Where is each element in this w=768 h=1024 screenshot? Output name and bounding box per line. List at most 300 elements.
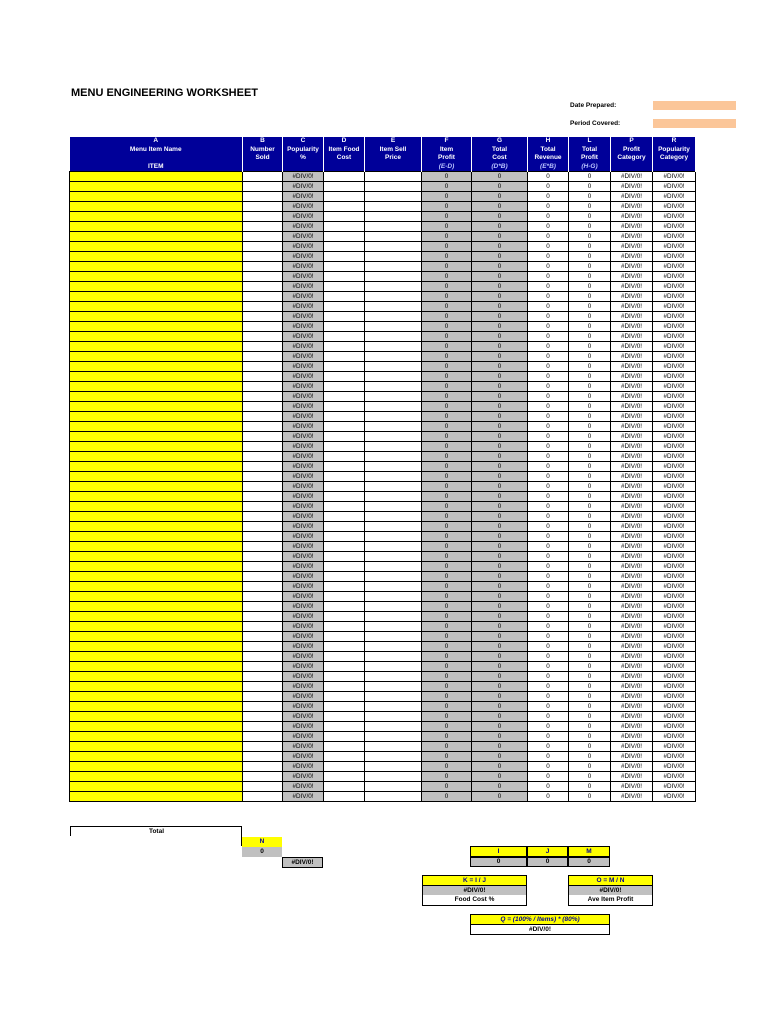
menu-item-name-cell[interactable] — [70, 742, 243, 752]
number-sold-cell[interactable] — [243, 622, 283, 632]
number-sold-cell[interactable] — [243, 612, 283, 622]
item-sell-price-cell[interactable] — [365, 522, 422, 532]
number-sold-cell[interactable] — [243, 792, 283, 802]
item-sell-price-cell[interactable] — [365, 722, 422, 732]
number-sold-cell[interactable] — [243, 432, 283, 442]
item-food-cost-cell[interactable] — [324, 492, 365, 502]
item-profit-cell: 0 — [422, 702, 472, 712]
menu-item-name-cell[interactable] — [70, 422, 243, 432]
menu-item-name-cell[interactable] — [70, 552, 243, 562]
item-profit-cell: 0 — [422, 462, 472, 472]
number-sold-cell[interactable] — [243, 772, 283, 782]
item-sell-price-cell[interactable] — [365, 512, 422, 522]
table-row — [70, 282, 696, 292]
total-profit-cell: 0 — [569, 722, 611, 732]
menu-item-name-cell[interactable] — [70, 502, 243, 512]
item-sell-price-cell[interactable] — [365, 572, 422, 582]
menu-item-name-cell[interactable] — [70, 242, 243, 252]
number-sold-cell[interactable] — [243, 372, 283, 382]
profit-category-cell: #DIV/0! — [611, 362, 653, 372]
item-food-cost-cell[interactable] — [324, 312, 365, 322]
item-sell-price-cell[interactable] — [365, 392, 422, 402]
number-sold-cell[interactable] — [243, 182, 283, 192]
item-sell-price-cell[interactable] — [365, 752, 422, 762]
menu-item-name-cell[interactable] — [70, 212, 243, 222]
total-cost-cell: 0 — [472, 382, 528, 392]
total-revenue-cell: 0 — [528, 242, 569, 252]
item-sell-price-cell[interactable] — [365, 452, 422, 462]
item-sell-price-cell[interactable] — [365, 472, 422, 482]
popularity-cell: #DIV/0! — [283, 392, 324, 402]
total-revenue-cell: 0 — [528, 602, 569, 612]
item-sell-price-cell[interactable] — [365, 242, 422, 252]
item-food-cost-cell[interactable] — [324, 252, 365, 262]
menu-item-name-cell[interactable] — [70, 512, 243, 522]
number-sold-cell[interactable] — [243, 682, 283, 692]
item-food-cost-cell[interactable] — [324, 372, 365, 382]
menu-item-name-cell[interactable] — [70, 492, 243, 502]
number-sold-cell[interactable] — [243, 762, 283, 772]
item-sell-price-cell[interactable] — [365, 322, 422, 332]
number-sold-cell[interactable] — [243, 592, 283, 602]
item-food-cost-cell[interactable] — [324, 332, 365, 342]
item-food-cost-cell[interactable] — [324, 592, 365, 602]
menu-item-name-cell[interactable] — [70, 172, 243, 182]
item-sell-price-cell[interactable] — [365, 192, 422, 202]
item-food-cost-cell[interactable] — [324, 282, 365, 292]
item-food-cost-cell[interactable] — [324, 502, 365, 512]
k-formula-label: K = I / J — [422, 875, 527, 886]
item-sell-price-cell[interactable] — [365, 762, 422, 772]
item-food-cost-cell[interactable] — [324, 712, 365, 722]
menu-item-name-cell[interactable] — [70, 202, 243, 212]
item-sell-price-cell[interactable] — [365, 502, 422, 512]
item-sell-price-cell[interactable] — [365, 772, 422, 782]
item-food-cost-cell[interactable] — [324, 602, 365, 612]
item-food-cost-cell[interactable] — [324, 672, 365, 682]
item-food-cost-cell[interactable] — [324, 532, 365, 542]
item-profit-cell: 0 — [422, 442, 472, 452]
menu-item-name-cell[interactable] — [70, 352, 243, 362]
item-sell-price-cell[interactable] — [365, 432, 422, 442]
number-sold-cell[interactable] — [243, 252, 283, 262]
item-sell-price-cell[interactable] — [365, 402, 422, 412]
number-sold-cell[interactable] — [243, 572, 283, 582]
item-food-cost-cell[interactable] — [324, 192, 365, 202]
total-cost-cell: 0 — [472, 452, 528, 462]
menu-item-name-cell[interactable] — [70, 572, 243, 582]
item-sell-price-cell[interactable] — [365, 172, 422, 182]
item-food-cost-cell[interactable] — [324, 782, 365, 792]
item-food-cost-cell[interactable] — [324, 762, 365, 772]
item-sell-price-cell[interactable] — [365, 252, 422, 262]
item-sell-price-cell[interactable] — [365, 462, 422, 472]
item-sell-price-cell[interactable] — [365, 352, 422, 362]
item-sell-price-cell[interactable] — [365, 672, 422, 682]
number-sold-cell[interactable] — [243, 512, 283, 522]
menu-item-name-cell[interactable] — [70, 222, 243, 232]
item-food-cost-cell[interactable] — [324, 662, 365, 672]
item-food-cost-cell[interactable] — [324, 432, 365, 442]
menu-item-name-cell[interactable] — [70, 232, 243, 242]
item-sell-price-cell[interactable] — [365, 692, 422, 702]
number-sold-cell[interactable] — [243, 712, 283, 722]
item-food-cost-cell[interactable] — [324, 582, 365, 592]
item-food-cost-cell[interactable] — [324, 242, 365, 252]
item-food-cost-cell[interactable] — [324, 352, 365, 362]
number-sold-cell[interactable] — [243, 192, 283, 202]
col-c-title: Popularity — [283, 146, 324, 155]
menu-item-name-cell[interactable] — [70, 402, 243, 412]
item-sell-price-cell[interactable] — [365, 682, 422, 692]
item-sell-price-cell[interactable] — [365, 232, 422, 242]
item-food-cost-cell[interactable] — [324, 472, 365, 482]
menu-item-name-cell[interactable] — [70, 532, 243, 542]
col-letter-a: A — [70, 137, 243, 146]
item-food-cost-cell[interactable] — [324, 652, 365, 662]
item-sell-price-cell[interactable] — [365, 562, 422, 572]
item-sell-price-cell[interactable] — [365, 592, 422, 602]
number-sold-cell[interactable] — [243, 502, 283, 512]
item-food-cost-cell[interactable] — [324, 342, 365, 352]
item-food-cost-cell[interactable] — [324, 452, 365, 462]
item-food-cost-cell[interactable] — [324, 612, 365, 622]
item-food-cost-cell[interactable] — [324, 552, 365, 562]
number-sold-cell[interactable] — [243, 542, 283, 552]
number-sold-cell[interactable] — [243, 282, 283, 292]
menu-item-name-cell[interactable] — [70, 612, 243, 622]
menu-item-name-cell[interactable] — [70, 372, 243, 382]
number-sold-cell[interactable] — [243, 362, 283, 372]
item-sell-price-cell[interactable] — [365, 272, 422, 282]
total-profit-cell: 0 — [569, 402, 611, 412]
number-sold-cell[interactable] — [243, 382, 283, 392]
profit-category-cell: #DIV/0! — [611, 292, 653, 302]
item-food-cost-cell[interactable] — [324, 752, 365, 762]
menu-item-name-cell[interactable] — [70, 262, 243, 272]
menu-item-name-cell[interactable] — [70, 762, 243, 772]
item-sell-price-cell[interactable] — [365, 292, 422, 302]
total-cost-cell: 0 — [472, 722, 528, 732]
item-profit-cell: 0 — [422, 492, 472, 502]
number-sold-cell[interactable] — [243, 222, 283, 232]
total-cost-cell: 0 — [472, 542, 528, 552]
menu-item-name-cell[interactable] — [70, 592, 243, 602]
menu-item-name-cell[interactable] — [70, 672, 243, 682]
item-profit-cell: 0 — [422, 652, 472, 662]
table-row — [70, 492, 696, 502]
menu-item-name-cell[interactable] — [70, 322, 243, 332]
item-food-cost-cell[interactable] — [324, 292, 365, 302]
menu-item-name-cell[interactable] — [70, 712, 243, 722]
item-sell-price-cell[interactable] — [365, 622, 422, 632]
item-food-cost-cell[interactable] — [324, 622, 365, 632]
number-sold-cell[interactable] — [243, 662, 283, 672]
number-sold-cell[interactable] — [243, 322, 283, 332]
item-sell-price-cell[interactable] — [365, 602, 422, 612]
menu-item-name-cell[interactable] — [70, 482, 243, 492]
menu-item-name-cell[interactable] — [70, 522, 243, 532]
item-sell-price-cell[interactable] — [365, 482, 422, 492]
menu-item-name-cell[interactable] — [70, 682, 243, 692]
number-sold-cell[interactable] — [243, 452, 283, 462]
number-sold-cell[interactable] — [243, 212, 283, 222]
number-sold-cell[interactable] — [243, 632, 283, 642]
number-sold-cell[interactable] — [243, 582, 283, 592]
total-cost-cell: 0 — [472, 782, 528, 792]
item-food-cost-cell[interactable] — [324, 172, 365, 182]
number-sold-cell[interactable] — [243, 172, 283, 182]
item-sell-price-cell[interactable] — [365, 732, 422, 742]
item-food-cost-cell[interactable] — [324, 692, 365, 702]
popularity-cell: #DIV/0! — [283, 562, 324, 572]
number-sold-cell[interactable] — [243, 702, 283, 712]
number-sold-cell[interactable] — [243, 292, 283, 302]
menu-item-name-cell[interactable] — [70, 182, 243, 192]
number-sold-cell[interactable] — [243, 232, 283, 242]
item-sell-price-cell[interactable] — [365, 532, 422, 542]
menu-item-name-cell[interactable] — [70, 282, 243, 292]
popularity-cell: #DIV/0! — [283, 452, 324, 462]
menu-item-name-cell[interactable] — [70, 272, 243, 282]
menu-item-name-cell[interactable] — [70, 632, 243, 642]
number-sold-cell[interactable] — [243, 652, 283, 662]
menu-item-name-cell[interactable] — [70, 472, 243, 482]
number-sold-cell[interactable] — [243, 522, 283, 532]
item-food-cost-cell[interactable] — [324, 792, 365, 802]
period-covered-field[interactable] — [653, 119, 736, 128]
item-sell-price-cell[interactable] — [365, 222, 422, 232]
number-sold-cell[interactable] — [243, 442, 283, 452]
menu-item-name-cell[interactable] — [70, 292, 243, 302]
total-profit-cell: 0 — [569, 632, 611, 642]
item-food-cost-cell[interactable] — [324, 642, 365, 652]
menu-item-name-cell[interactable] — [70, 312, 243, 322]
menu-item-name-cell[interactable] — [70, 622, 243, 632]
table-row — [70, 502, 696, 512]
item-sell-price-cell[interactable] — [365, 182, 422, 192]
number-sold-cell[interactable] — [243, 412, 283, 422]
number-sold-cell[interactable] — [243, 562, 283, 572]
total-profit-cell: 0 — [569, 612, 611, 622]
menu-item-name-cell[interactable] — [70, 752, 243, 762]
number-sold-cell[interactable] — [243, 602, 283, 612]
menu-item-name-cell[interactable] — [70, 662, 243, 672]
menu-item-name-cell[interactable] — [70, 782, 243, 792]
table-row — [70, 742, 696, 752]
item-food-cost-cell[interactable] — [324, 742, 365, 752]
number-sold-cell[interactable] — [243, 482, 283, 492]
item-sell-price-cell[interactable] — [365, 632, 422, 642]
number-sold-cell[interactable] — [243, 352, 283, 362]
item-sell-price-cell[interactable] — [365, 312, 422, 322]
item-food-cost-cell[interactable] — [324, 362, 365, 372]
item-food-cost-cell[interactable] — [324, 202, 365, 212]
number-sold-cell[interactable] — [243, 312, 283, 322]
item-sell-price-cell[interactable] — [365, 372, 422, 382]
number-sold-cell[interactable] — [243, 642, 283, 652]
item-profit-cell: 0 — [422, 452, 472, 462]
item-sell-price-cell[interactable] — [365, 282, 422, 292]
number-sold-cell[interactable] — [243, 332, 283, 342]
col-letter-h: H — [528, 137, 569, 146]
item-food-cost-cell[interactable] — [324, 512, 365, 522]
number-sold-cell[interactable] — [243, 422, 283, 432]
item-sell-price-cell[interactable] — [365, 302, 422, 312]
item-food-cost-cell[interactable] — [324, 402, 365, 412]
menu-item-name-cell[interactable] — [70, 692, 243, 702]
item-sell-price-cell[interactable] — [365, 412, 422, 422]
number-sold-cell[interactable] — [243, 692, 283, 702]
number-sold-cell[interactable] — [243, 462, 283, 472]
total-cost-cell: 0 — [472, 322, 528, 332]
item-sell-price-cell[interactable] — [365, 262, 422, 272]
popularity-category-cell: #DIV/0! — [653, 642, 696, 652]
item-sell-price-cell[interactable] — [365, 792, 422, 802]
item-food-cost-cell[interactable] — [324, 422, 365, 432]
item-sell-price-cell[interactable] — [365, 202, 422, 212]
item-sell-price-cell[interactable] — [365, 342, 422, 352]
item-food-cost-cell[interactable] — [324, 442, 365, 452]
popularity-cell: #DIV/0! — [283, 652, 324, 662]
number-sold-cell[interactable] — [243, 782, 283, 792]
item-food-cost-cell[interactable] — [324, 232, 365, 242]
item-food-cost-cell[interactable] — [324, 272, 365, 282]
item-sell-price-cell[interactable] — [365, 652, 422, 662]
item-food-cost-cell[interactable] — [324, 572, 365, 582]
item-food-cost-cell[interactable] — [324, 482, 365, 492]
item-profit-cell: 0 — [422, 592, 472, 602]
menu-item-name-cell[interactable] — [70, 792, 243, 802]
menu-item-name-cell[interactable] — [70, 562, 243, 572]
date-prepared-field[interactable] — [653, 101, 736, 110]
number-sold-cell[interactable] — [243, 722, 283, 732]
number-sold-cell[interactable] — [243, 202, 283, 212]
item-sell-price-cell[interactable] — [365, 662, 422, 672]
item-food-cost-cell[interactable] — [324, 722, 365, 732]
total-profit-cell: 0 — [569, 432, 611, 442]
item-food-cost-cell[interactable] — [324, 222, 365, 232]
table-row — [70, 472, 696, 482]
number-sold-cell[interactable] — [243, 532, 283, 542]
item-food-cost-cell[interactable] — [324, 392, 365, 402]
menu-item-name-cell[interactable] — [70, 542, 243, 552]
total-revenue-cell: 0 — [528, 352, 569, 362]
table-row — [70, 382, 696, 392]
item-food-cost-cell[interactable] — [324, 682, 365, 692]
number-sold-cell[interactable] — [243, 392, 283, 402]
number-sold-cell[interactable] — [243, 472, 283, 482]
menu-item-name-cell[interactable] — [70, 652, 243, 662]
total-cost-cell: 0 — [472, 262, 528, 272]
item-food-cost-cell[interactable] — [324, 322, 365, 332]
number-sold-cell[interactable] — [243, 272, 283, 282]
item-sell-price-cell[interactable] — [365, 492, 422, 502]
item-food-cost-cell[interactable] — [324, 562, 365, 572]
menu-item-name-cell[interactable] — [70, 382, 243, 392]
item-sell-price-cell[interactable] — [365, 552, 422, 562]
number-sold-cell[interactable] — [243, 302, 283, 312]
menu-item-name-cell[interactable] — [70, 642, 243, 652]
menu-item-name-cell[interactable] — [70, 462, 243, 472]
item-food-cost-cell[interactable] — [324, 412, 365, 422]
number-sold-cell[interactable] — [243, 672, 283, 682]
item-sell-price-cell[interactable] — [365, 362, 422, 372]
menu-item-name-cell[interactable] — [70, 772, 243, 782]
item-food-cost-cell[interactable] — [324, 212, 365, 222]
item-food-cost-cell[interactable] — [324, 462, 365, 472]
menu-item-name-cell[interactable] — [70, 582, 243, 592]
item-sell-price-cell[interactable] — [365, 542, 422, 552]
m-value: 0 — [568, 857, 610, 867]
menu-item-name-cell[interactable] — [70, 702, 243, 712]
popularity-category-cell: #DIV/0! — [653, 612, 696, 622]
menu-item-name-cell[interactable] — [70, 442, 243, 452]
number-sold-cell[interactable] — [243, 742, 283, 752]
number-sold-cell[interactable] — [243, 752, 283, 762]
menu-item-name-cell[interactable] — [70, 452, 243, 462]
item-food-cost-cell[interactable] — [324, 732, 365, 742]
menu-item-name-cell[interactable] — [70, 432, 243, 442]
item-food-cost-cell[interactable] — [324, 302, 365, 312]
item-sell-price-cell[interactable] — [365, 382, 422, 392]
item-sell-price-cell[interactable] — [365, 582, 422, 592]
table-row — [70, 322, 696, 332]
item-sell-price-cell[interactable] — [365, 642, 422, 652]
number-sold-cell[interactable] — [243, 732, 283, 742]
menu-item-name-cell[interactable] — [70, 732, 243, 742]
menu-item-name-cell[interactable] — [70, 252, 243, 262]
item-sell-price-cell[interactable] — [365, 712, 422, 722]
item-sell-price-cell[interactable] — [365, 442, 422, 452]
item-food-cost-cell[interactable] — [324, 772, 365, 782]
menu-item-name-cell[interactable] — [70, 412, 243, 422]
menu-item-name-cell[interactable] — [70, 722, 243, 732]
item-food-cost-cell[interactable] — [324, 262, 365, 272]
item-food-cost-cell[interactable] — [324, 632, 365, 642]
item-sell-price-cell[interactable] — [365, 422, 422, 432]
item-food-cost-cell[interactable] — [324, 702, 365, 712]
item-sell-price-cell[interactable] — [365, 332, 422, 342]
item-sell-price-cell[interactable] — [365, 782, 422, 792]
item-sell-price-cell[interactable] — [365, 742, 422, 752]
menu-item-name-cell[interactable] — [70, 602, 243, 612]
item-food-cost-cell[interactable] — [324, 542, 365, 552]
item-food-cost-cell[interactable] — [324, 522, 365, 532]
item-sell-price-cell[interactable] — [365, 212, 422, 222]
menu-item-name-cell[interactable] — [70, 302, 243, 312]
menu-item-name-cell[interactable] — [70, 332, 243, 342]
number-sold-cell[interactable] — [243, 492, 283, 502]
item-sell-price-cell[interactable] — [365, 612, 422, 622]
menu-item-name-cell[interactable] — [70, 362, 243, 372]
profit-category-cell: #DIV/0! — [611, 242, 653, 252]
number-sold-cell[interactable] — [243, 262, 283, 272]
menu-item-name-cell[interactable] — [70, 342, 243, 352]
item-profit-cell: 0 — [422, 322, 472, 332]
number-sold-cell[interactable] — [243, 402, 283, 412]
total-profit-cell: 0 — [569, 472, 611, 482]
item-food-cost-cell[interactable] — [324, 182, 365, 192]
total-revenue-cell: 0 — [528, 202, 569, 212]
item-sell-price-cell[interactable] — [365, 702, 422, 712]
menu-item-name-cell[interactable] — [70, 392, 243, 402]
menu-item-name-cell[interactable] — [70, 192, 243, 202]
item-food-cost-cell[interactable] — [324, 382, 365, 392]
number-sold-cell[interactable] — [243, 342, 283, 352]
number-sold-cell[interactable] — [243, 242, 283, 252]
number-sold-cell[interactable] — [243, 552, 283, 562]
